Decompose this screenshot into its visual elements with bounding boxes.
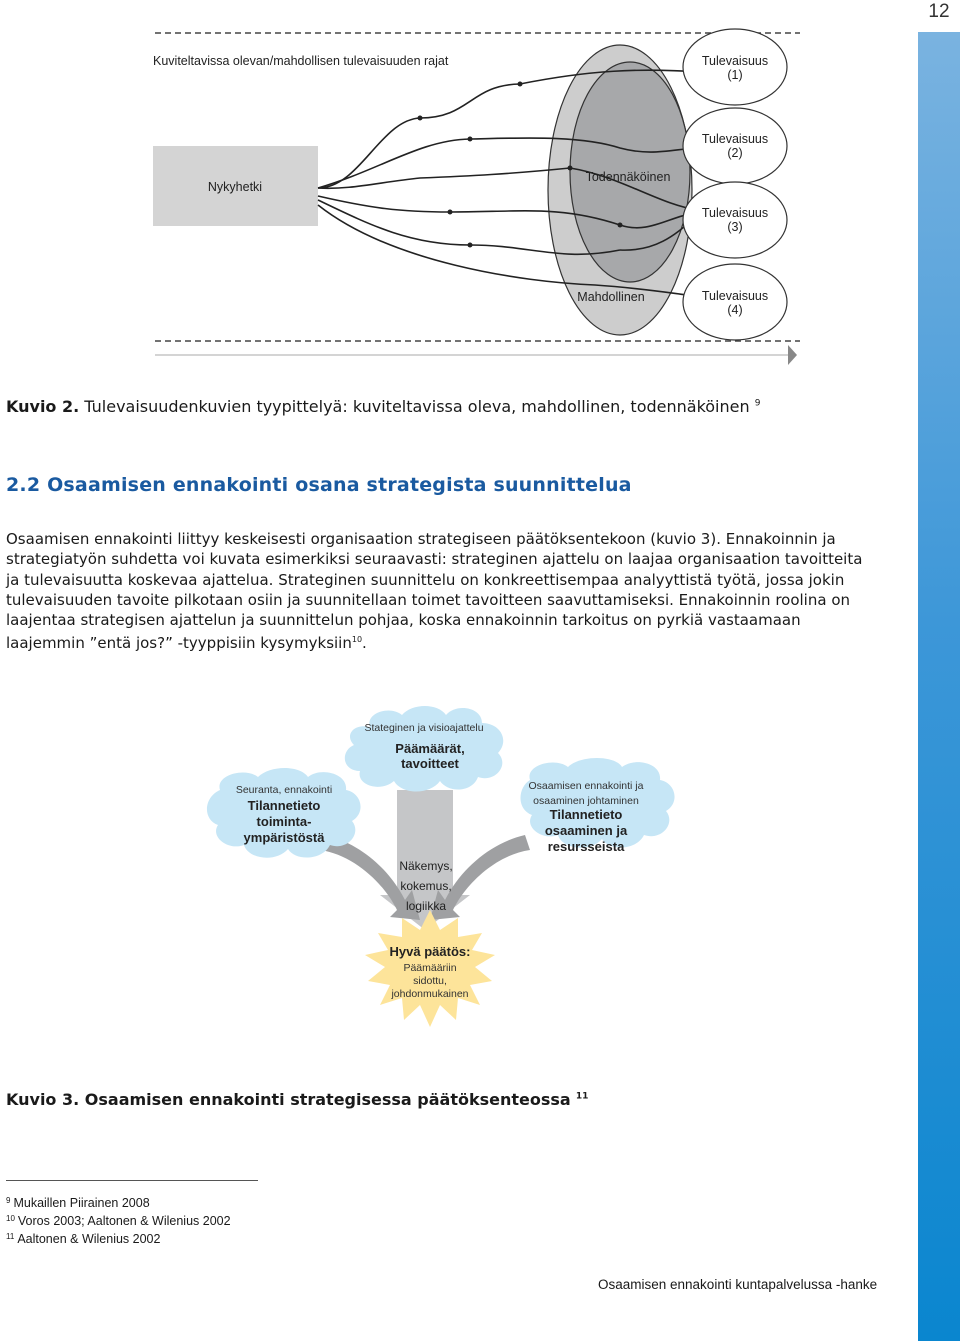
figure2-caption-lead: Kuvio 2. <box>6 397 80 416</box>
footnote-item <box>6 1211 231 1229</box>
future-3-label: Tulevaisuus <box>701 206 769 220</box>
sidebar-accent-bar <box>918 32 960 1341</box>
footnote-number: 9 <box>6 1196 11 1205</box>
right-cloud-title-3: resursseista <box>547 839 625 854</box>
future-1-number: (1) <box>727 68 743 82</box>
figure2-caption <box>6 397 760 416</box>
footnote-text: Aaltonen & Wilenius 2002 <box>17 1232 161 1246</box>
paragraph-text: Osaamisen ennakointi liittyy keskeisesti organisaation strategiseen päätöksentekoon (kuvio 3). Ennakoinnin ja strategiatyön suhdetta voi kuvata esimerkiksi seuraavasti: strateginen ajattelu on laajaa organisaation tavoitteita ja tulevaisuutta koskevaa ajattelua. Strateginen suunnittelu on konkreettisempaa analyyttistä työtä, jossa jokin tulevaisuuden tavoite pilkotaan osiin ja suunnitellaan toimet tavoitteen saavuttamiseksi. Ennakoinnin roolina on laajentaa strategisen ajattelun ja suunnittelun pohjaa, koska ennakoinnin tarkoitus on pyrkiä vastaamaan laajemmin ”entä jos?” -tyyppisiin kysymyksiin <box>6 530 863 653</box>
center-text-1: Näkemys, <box>399 859 453 873</box>
figure2-caption-text: Tulevaisuudenkuvien tyypittelyä: kuviteltavissa oleva, mahdollinen, todennäköinen <box>79 397 750 416</box>
burst-title: Hyvä päätös: <box>389 944 471 959</box>
top-cloud-caption: Stateginen ja visioajattelu <box>364 722 484 734</box>
center-text-3: logiikka <box>405 899 447 913</box>
future-4-number: (4) <box>727 303 743 317</box>
left-cloud-title-2: toiminta- <box>256 814 312 829</box>
future-2-label: Tulevaisuus <box>701 132 769 146</box>
right-cloud-caption-1: Osaamisen ennakointi ja <box>528 780 644 792</box>
figure3-caption-lead: Kuvio 3. <box>6 1090 80 1109</box>
left-cloud-caption: Seuranta, ennakointi <box>235 784 333 796</box>
boundary-label: Kuviteltavissa olevan/mahdollisen tulevaisuuden rajat <box>153 54 449 68</box>
right-cloud-caption-2: osaaminen johtaminen <box>533 795 639 807</box>
footnote-rule <box>6 1180 258 1181</box>
burst-line-3: johdonmukainen <box>391 988 469 1000</box>
time-axis-arrow-icon <box>788 345 797 365</box>
burst-line-2: sidottu, <box>413 975 447 987</box>
right-cloud-title-2: osaaminen ja <box>544 823 628 838</box>
figure2-futures-diagram <box>0 0 910 380</box>
footnote-item <box>6 1229 231 1247</box>
page-number: 12 <box>928 1 950 22</box>
future-3-number: (3) <box>727 220 743 234</box>
footnote-text: Mukaillen Piirainen 2008 <box>13 1196 150 1210</box>
future-2-number: (2) <box>727 146 743 160</box>
probable-label: Todennäköinen <box>585 170 671 184</box>
now-label: Nykyhetki <box>207 180 263 194</box>
section-heading: 2.2 Osaamisen ennakointi osana strategista suunnittelua <box>6 474 632 496</box>
figure3-caption-text: Osaamisen ennakointi strategisessa päätöksenteossa <box>79 1090 571 1109</box>
center-text-2: kokemus, <box>400 879 452 893</box>
section-body <box>6 529 866 664</box>
figure3-caption <box>6 1090 588 1109</box>
figure2-caption-ref: 9 <box>754 398 761 409</box>
future-1-label: Tulevaisuus <box>701 54 769 68</box>
left-cloud-title-3: ympäristöstä <box>243 830 325 845</box>
section-paragraph <box>6 529 866 654</box>
page-footer: Osaamisen ennakointi kuntapalvelussa -hanke <box>598 1277 878 1292</box>
burst-line-1: Päämääriin <box>403 962 457 974</box>
footnotes <box>6 1193 231 1247</box>
footnote-number: 10 <box>6 1214 15 1223</box>
footnote-item <box>6 1193 231 1211</box>
top-cloud-title-1: Päämäärät, <box>395 741 465 756</box>
left-cloud-title-1: Tilannetieto <box>247 798 321 813</box>
possible-label: Mahdollinen <box>577 290 645 304</box>
future-4-label: Tulevaisuus <box>701 289 769 303</box>
figure3-caption-ref: 11 <box>575 1091 589 1102</box>
figure3-decision-diagram <box>190 705 690 1065</box>
footnote-text: Voros 2003; Aaltonen & Wilenius 2002 <box>17 1214 231 1228</box>
paragraph-end: . <box>362 634 367 653</box>
top-cloud-title-2: tavoitteet <box>401 756 459 771</box>
right-cloud-title-1: Tilannetieto <box>549 807 623 822</box>
paragraph-ref: 10 <box>351 635 363 645</box>
footnote-number: 11 <box>6 1232 15 1241</box>
